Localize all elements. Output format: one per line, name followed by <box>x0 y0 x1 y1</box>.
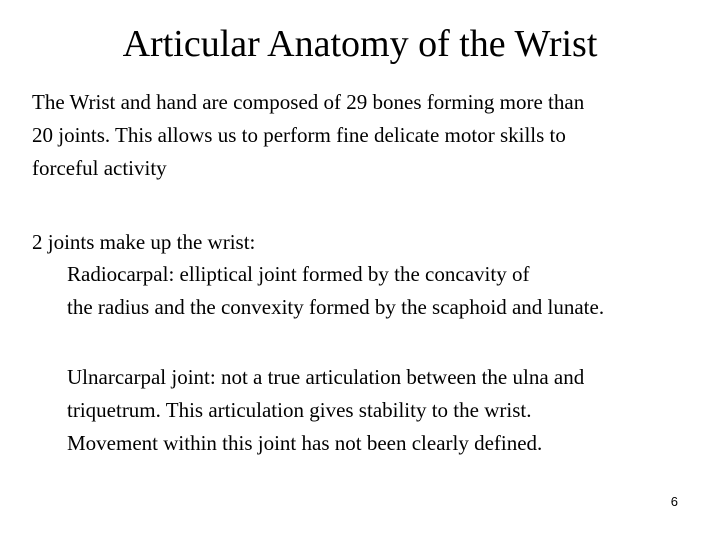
radiocarpal-term: Radiocarpal <box>67 262 169 286</box>
ulnarcarpal-line-1 <box>67 361 584 394</box>
ulnarcarpal-line-3: Movement within this joint has not been clearly defined. <box>67 431 543 455</box>
intro-line-2: 20 joints. This allows us to perform fine delicate motor skills to <box>32 123 566 147</box>
radiocarpal-paragraph <box>67 258 604 324</box>
ulnarcarpal-line-2: triquetrum. This articulation gives stability to the wrist. <box>67 398 532 422</box>
slide-title: Articular Anatomy of the Wrist <box>122 23 598 65</box>
radiocarpal-line-1 <box>67 258 604 291</box>
intro-paragraph <box>32 86 584 185</box>
intro-line-1: The Wrist and hand are composed of 29 bones forming more than <box>32 90 585 114</box>
ulnarcarpal-term: Ulnarcarpal joint <box>67 365 210 389</box>
ulnarcarpal-paragraph <box>67 361 584 460</box>
radiocarpal-line-2: the radius and the convexity formed by the scaphoid and lunate. <box>67 295 605 319</box>
page-number: 6 <box>670 494 678 509</box>
joints-heading: 2 joints make up the wrist: <box>32 230 256 254</box>
ulnarcarpal-description: : not a true articulation between the ulna and <box>209 365 585 389</box>
intro-line-3: forceful activity <box>32 156 167 180</box>
radiocarpal-description: : elliptical joint formed by the concavity of <box>168 262 530 286</box>
